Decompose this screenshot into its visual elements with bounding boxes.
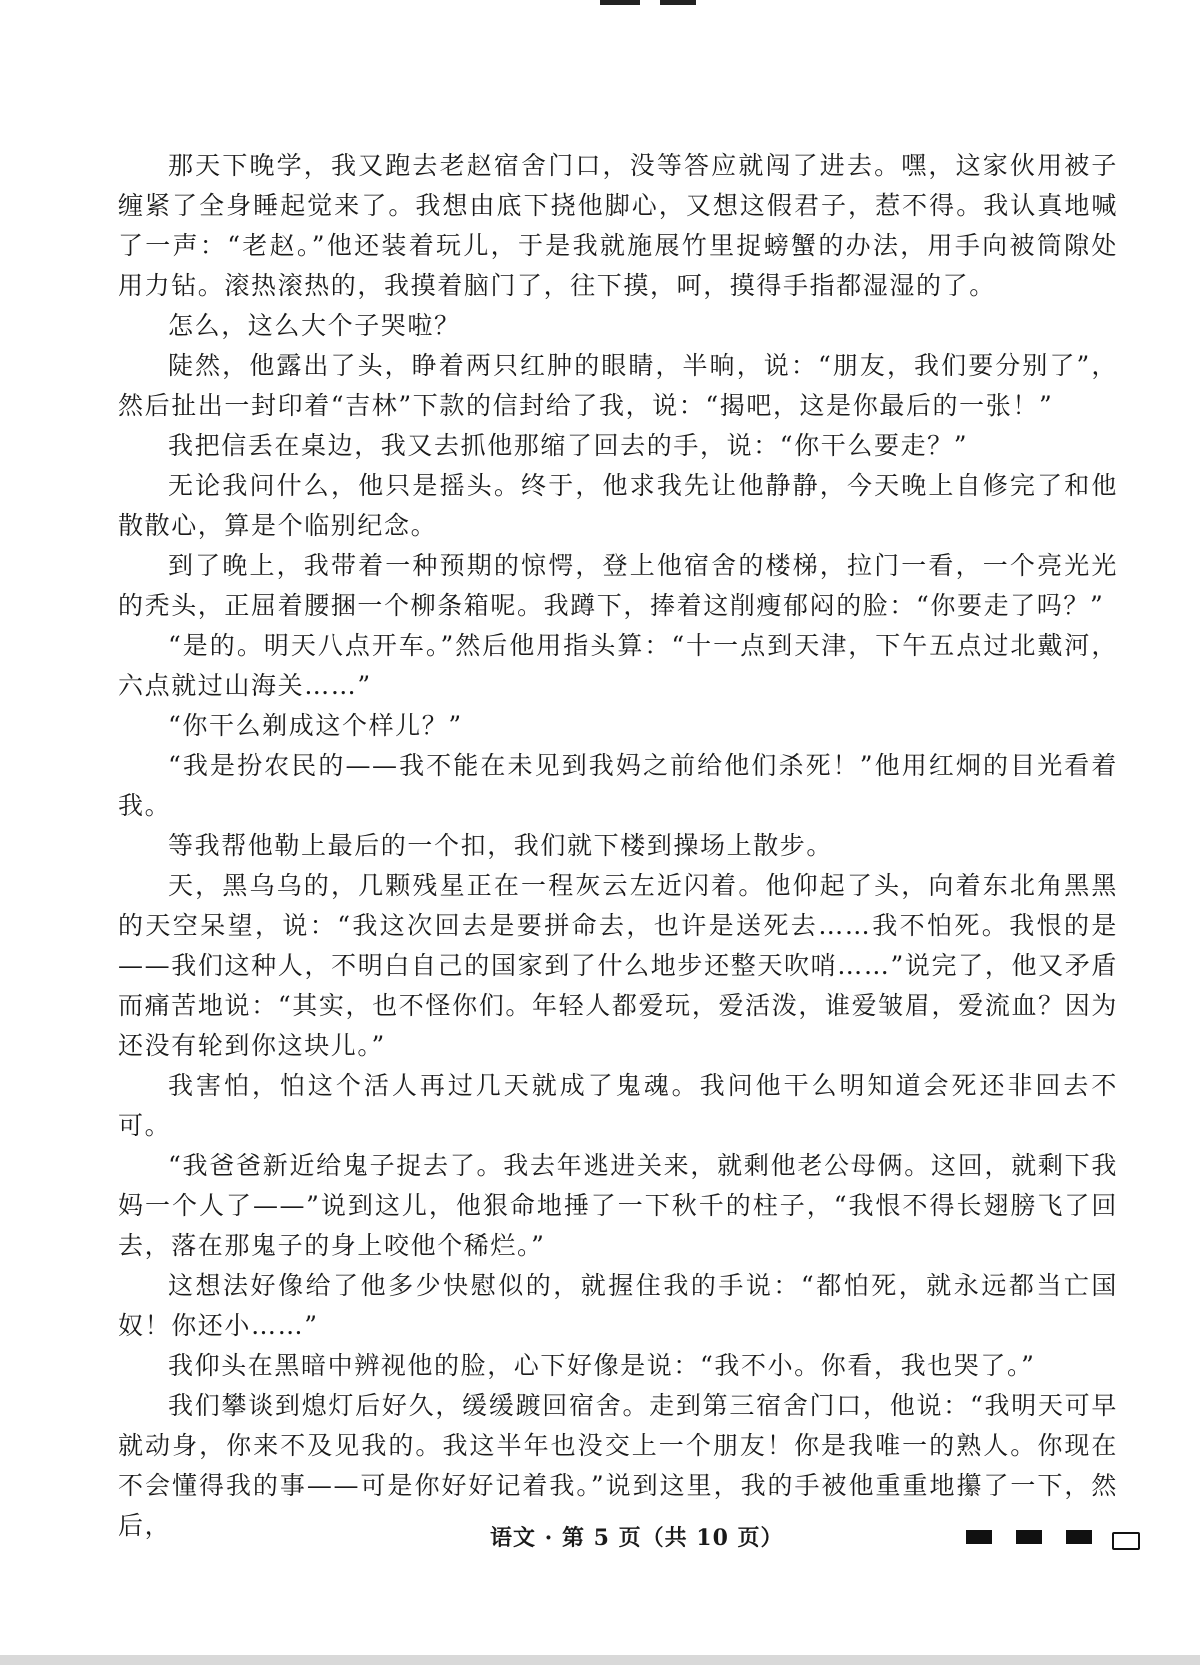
paragraph-1: 那天下晚学，我又跑去老赵宿舍门口，没等答应就闯了进去。嘿，这家伙用被子缠紧了全身睡起觉来了。我想由底下挠他脚心，又想这假君子，惹不得。我认真地喊了一声：“老赵。”他还装着玩儿，于是我就施展竹里捉螃蟹的办法，用手向被筒隙处用力钻。滚热滚热的，我摸着脑门了，往下摸，呵，摸得手指都湿湿的了。 [118, 151, 1118, 300]
page-footer [0, 1518, 1200, 1558]
paragraph-15: 我仰头在黑暗中辨视他的脸，心下好像是说：“我不小。你看，我也哭了。” [168, 1351, 1036, 1380]
paragraph-7: “是的。明天八点开车。”然后他用指头算：“十一点到天津，下午五点过北戴河，六点就过山海关……” [118, 631, 1118, 700]
solid-block-mark [966, 1530, 992, 1544]
paragraph-4: 我把信丢在桌边，我又去抓他那缩了回去的手，说：“你干么要走？” [168, 431, 969, 460]
paragraph-11: 天，黑乌乌的，几颗残星正在一程灰云左近闪着。他仰起了头，向着东北角黑黑的天空呆望，说：“我这次回去是要拼命去，也许是送死去……我不怕死。我恨的是——我们这种人，不明白自己的国家到了什么地步还整天吹哨……”说完了，他又矛盾而痛苦地说：“其实，也不怪你们。年轻人都爱玩，爱活泼，谁爱皱眉，爱流血？因为还没有轮到你这块儿。” [118, 871, 1118, 1060]
paragraph-2: 怎么，这么大个子哭啦？ [168, 311, 461, 340]
paragraph-3: 陡然，他露出了头，睁着两只红肿的眼睛，半晌，说：“朋友，我们要分别了”，然后扯出一封印着“吉林”下款的信封给了我，说：“揭吧，这是你最后的一张！” [118, 351, 1118, 420]
paragraph-13: “我爸爸新近给鬼子捉去了。我去年逃进关来，就剩他老公母俩。这回，就剩下我妈一个人了——”说到这儿，他狠命地捶了一下秋千的柱子，“我恨不得长翅膀飞了回去，落在那鬼子的身上咬他个稀烂。” [118, 1151, 1118, 1260]
solid-block-mark [1016, 1530, 1042, 1544]
paragraph-5: 无论我问什么，他只是摇头。终于，他求我先让他静静，今天晚上自修完了和他散散心，算是个临别纪念。 [118, 471, 1118, 540]
document-body [118, 146, 1118, 1546]
solid-block-mark [1066, 1530, 1092, 1544]
paragraph-6: 到了晚上，我带着一种预期的惊愕，登上他宿舍的楼梯，拉门一看，一个亮光光的秃头，正屈着腰捆一个柳条箱呢。我蹲下，捧着这削瘦郁闷的脸：“你要走了吗？” [118, 551, 1118, 620]
outline-block-mark [1112, 1532, 1140, 1550]
paragraph-12: 我害怕，怕这个活人再过几天就成了鬼魂。我问他干么明知道会死还非回去不可。 [118, 1071, 1118, 1140]
paragraph-8: “你干么剃成这个样儿？” [168, 711, 463, 740]
paragraph-14: 这想法好像给了他多少快慰似的，就握住我的手说：“都怕死，就永远都当亡国奴！你还小……” [118, 1271, 1118, 1340]
top-edge-mark [600, 0, 720, 6]
paragraph-9: “我是扮农民的——我不能在未见到我妈之前给他们杀死！”他用红炯的目光看着我。 [118, 751, 1118, 820]
scan-bottom-edge [0, 1655, 1200, 1665]
paragraph-16: 我们攀谈到熄灯后好久，缓缓踱回宿舍。走到第三宿舍门口，他说：“我明天可早就动身，你来不及见我的。我这半年也没交上一个朋友！你是我唯一的熟人。你现在不会懂得我的事——可是你好好记着我。”说到这里，我的手被他重重地攥了一下，然后， [118, 1391, 1118, 1540]
page-number-label: 语文 · 第 5 页（共 10 页） [490, 1525, 784, 1551]
paragraph-10: 等我帮他勒上最后的一个扣，我们就下楼到操场上散步。 [168, 831, 834, 860]
